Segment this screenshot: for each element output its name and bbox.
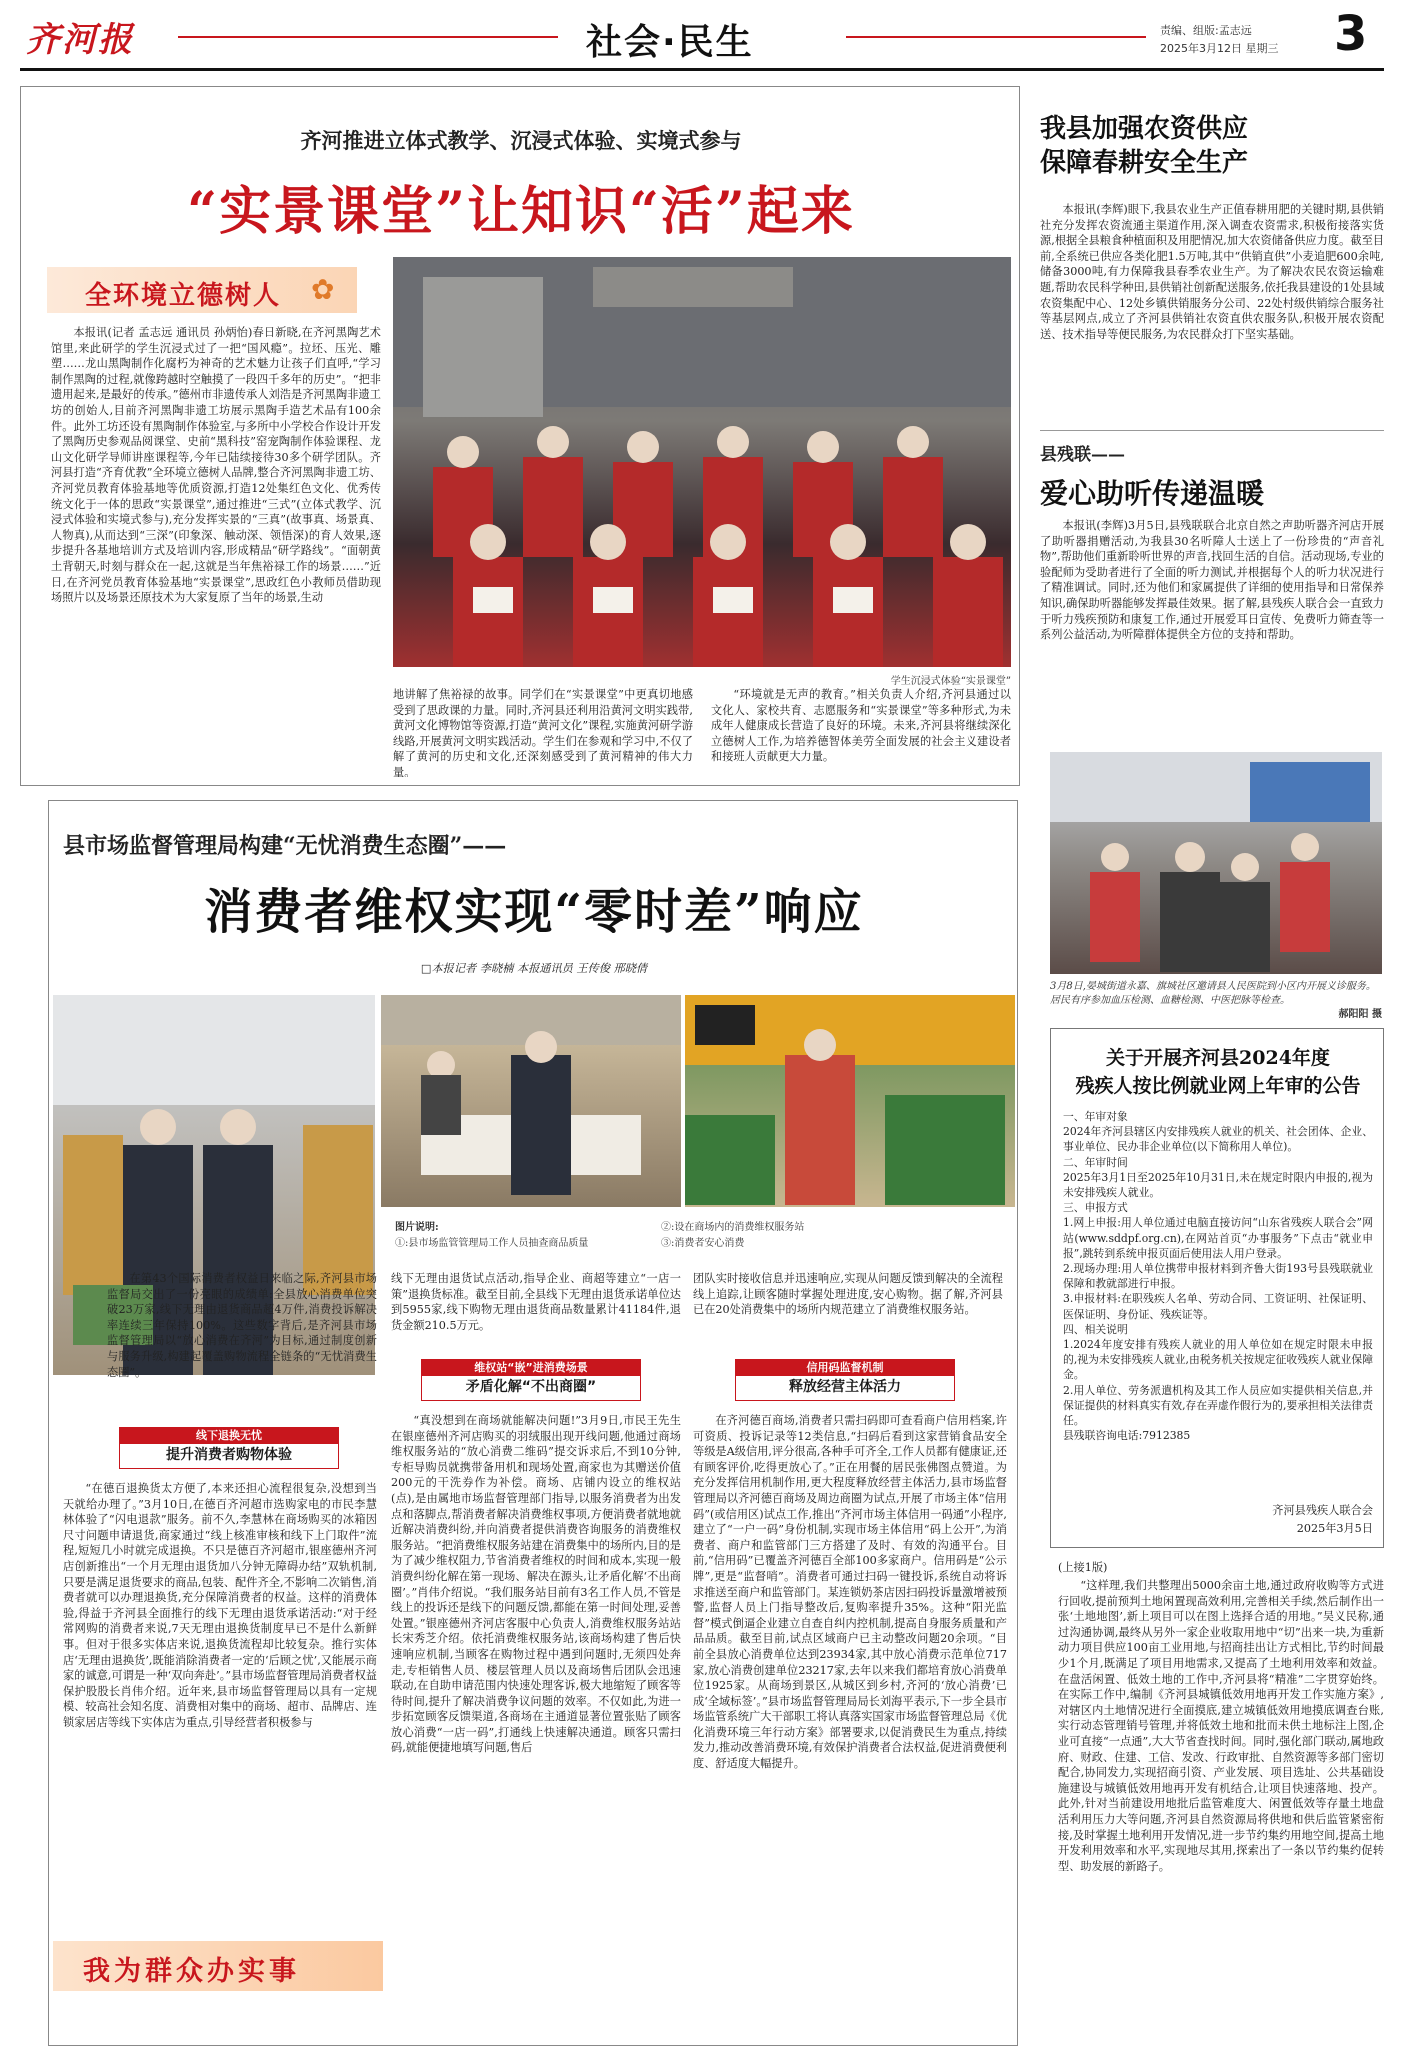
caption-title: 图片说明: <box>395 1222 439 1233</box>
article2-col-a: “在德百退换货太方便了,本来还担心流程很复杂,没想到当天就给办理了。”3月10日,在德百齐河超市选购家电的市民李慧林体验了“闪电退款”服务。前不久,李慧林在商场购买的冰箱因尺寸问题申请退货,商家通过“线上核准审核和线下上门取件”流程,短短几小时就完成退换。不只是德百齐河超市,银座德州齐河店创新推出“一个月无理由退货加八分钟无障碍办结”双轨机制,只要是满足退货要求的商品,包装、配件齐全,不影响二次销售,消费者就可以办理退换货,充分保障消费者的权益。这样的消费体验,得益于齐河县全面推行的线下无理由退货承诺活动:“对于经常网购的消费者来说,7天无理由退换货制度早已不是什么新鲜事。但对于很多实体店来说,退换货流程却比较复杂。推行实体店‘无理由退换货’,既能消除消费者一定的‘后顾之忧’,又能展示商家的诚意,可谓是一种‘双向奔赴’。”县市场监督管理局消费者权益保护股股长肖伟介绍。近年来,县市场监督管理局以具有一定规模、较高社会知名度、消费相对集中的商场、超市、品牌店、连锁家居店等线下实体店为重点,引导经营者积极参与 <box>63 1482 377 1729</box>
subhead-offline-returns-tag: 线下退换无忧 <box>120 1428 338 1444</box>
notice-title-2: 残疾人按比例就业网上年审的公告 <box>1075 1075 1361 1097</box>
masthead-rule-right <box>846 36 1146 38</box>
subhead-offline-returns <box>119 1427 339 1469</box>
article1-col1: 本报讯(记者 孟志远 通讯员 孙炳怡)春日新晓,在齐河黑陶艺术馆里,来此研学的学生沉浸式过了一把“国风瘾”。拉坯、压光、雕塑……龙山黑陶制作化腐朽为神奇的艺术魅力让孩子们直呼,“学习制作黑陶的过程,就像跨越时空触摸了一段四千多年的历史”。“把非遗用起来,是最好的传承。”德州市非遗传承人刘浩是齐河黑陶非遗工坊的创始人,目前齐河黑陶非遗工坊展示黑陶手造艺术品有100余件。此外工坊还设有黑陶制作体验室,与多所中小学校合作设计开发了黑陶历史参观品阅课堂、史前“黑科技”窑宠陶制作体验课程、龙山文化研学导师讲座课程等,今年已陆续接待30多个研学团队。齐河县打造“齐育优教”全环境立德树人品牌,整合齐河黑陶非遗工坊、齐河党员教育体验基地等优质资源,打造12处集红色文化、优秀传统文化于一体的思政“实景课堂”,通过推进“三式”(立体式教学、沉浸式体验和实境式参与),充分发挥实景的“三真”(故事真、场景真、人物真),从而达到“三深”(印象深、触动深、领悟深)的育人效果,逐步提升各基地培训方式及培训内容,形成精品“研学路线”。“面朝黄土背朝天,时刻与群众在一起,这就是当年焦裕禄工作的场景……”近日,在齐河党员教育体验基地“实景课堂”,思政红色小教师员借助现场照片以及场景还原技术为大家复原了当年的场景,生动 <box>51 326 381 605</box>
article2-kicker: 县市场监督管理局构建“无忧消费生态圈”—— <box>63 833 507 859</box>
article2-lead: 在第43个国际消费者权益日来临之际,齐河县市场监督局交出了一份亮眼的成绩单:全县放心消费单位突破23万家,线下无理由退货商品超4万件,消费投诉解决率连续三年保持100%。这些数字背后,是齐河县市场监督管理局以“放心消费在齐河”为目标,通过制度创新与服务升级,构建起覆盖购物流程全链条的“无忧消费生态圈”。 <box>107 1272 377 1379</box>
editor-credit: 责编、组版:孟志远 <box>1160 24 1252 37</box>
article3-headline-2: 保障春耕安全生产 <box>1040 148 1249 178</box>
clinic-illustration <box>1050 752 1382 974</box>
section-title: 社会·民生 <box>586 22 754 63</box>
subhead-offline-returns-title: 提升消费者购物体验 <box>166 1447 292 1463</box>
article3-headline-1: 我县加强农资供应 <box>1040 114 1249 144</box>
article1-col2: 地讲解了焦裕禄的故事。同学们在“实景课堂”中更真切地感受到了思政课的力量。同时,齐河县还利用沿黄河文明实践带,黄河文化博物馆等资源,打造“黄河文化”课程,实施黄河研学游线路,开展黄河文明实践活动。学生们在参观和学习中,不仅了解了黄河的历史和文化,还深刻感受到了黄河精神的伟大力量。 <box>393 688 693 777</box>
photo-safe-shopping <box>685 995 1015 1207</box>
service-station-illustration <box>381 995 681 1207</box>
banner-serve-people-text: 我为群众办实事 <box>83 1956 300 1987</box>
article-farm-supply <box>1040 86 1384 426</box>
subhead-rights-station <box>421 1359 641 1401</box>
banner-text: 全环境立德树人 <box>85 281 282 311</box>
article-real-classroom <box>20 86 1020 786</box>
continued-body: “这样理,我们共整理出5000余亩土地,通过政府收购等方式进行回收,提前预判土地闲置现高效利用,完善相关手续,然后制作出一张‘土地地图’,新上项目可以在图上选择合适的用地。”吴义民称,通过沟通协调,最终从另外一家企业收取用地中“切”出来一块,为重新动力项目供应100亩工业用地,与招商挂出让方式相比,节约时间最少1个月,既满足了项目用地需求,又提高了土地利用效率和效益。在盘活闲置、低效土地的工作中,齐河县将“精准”二字贯穿始终。在实际工作中,编制《齐河县城镇低效用地再开发工作实施方案》,对辖区内土地情况进行全面摸底,建立城镇低效用地摸底调查台账,实行动态管理销号管理,并将低效土地和批而未供土地标注上图,企业可直接“一点通”,大大节省查找时间。同时,强化部门联动,属地政府、财政、住建、工信、发改、行政审批、自然资源等多部门密切配合,协同发力,实现招商引资、产业发展、项目选址、公共基础设施建设与城镇低效用地再开发有机结合,让项目快速落地、投产。此外,针对当前建设用地批后监管难度大、闲置低效等存量土地盘活利用压力大等问题,齐河县自然资源局将供地和供后监管紧密衔接,及时掌握土地利用开发情况,进一步节约集约用地空间,提高土地开发利用效率和水平,实现地尽其用,探索出了一条以节约集约促转型、助发展的新路子。 <box>1058 1579 1384 1873</box>
article2-byline: □本报记者 李晓楠 本报通讯员 王传俊 邢晓倩 <box>420 962 648 975</box>
article2-col-c: 在齐河德百商场,消费者只需扫码即可查看商户信用档案,许可资质、投诉记录等12类信息,“扫码后看到这家营销食品安全等级是A级信用,评分很高,各种手可齐全,工作人员都有健康证,还有顾客评价,吃得更放心了。”正在用餐的居民张佛图点赞道。为充分发挥信用机制作用,更大程度释放经营主体活力,县市场监督管理局以齐河德百商场及周边商圈为试点,开展了市场主体“信用码”(或信用区)试点工作,推出“齐河市场主体信用一码通”小程序,建立了“一户一码”身份机制,实现市场主体信用“码上公开”,为消费者、商户和监管部门三方搭建了及时、有效的沟通平台。目前,“信用码”已覆盖齐河德百全部100多家商户。信用码是“公示牌”,更是“监督哨”。消费者可通过扫码一键投诉,系统自动将诉求推送至商户和监管部门。某连锁奶茶店因扫码投诉量激增被预警,监督人员上门指导整改后,复购率提升35%。这种“阳光监督”模式倒逼企业建立自查自纠内控机制,提高自身服务质量和产品品质。截至目前,试点区域商户已主动整改问题20余项。“目前全县放心消费单位达到23934家,其中放心消费示范单位717家,放心消费创建单位23217家,去年以来我们都培育放心消费单位1925家。从商场到景区,从城区到乡村,齐河的‘放心消费’已成‘全域标签’。”县市场监督管理局局长刘海平表示,下一步全县市场监管系统广大干部职工将认真落实国家市场监督管理总局《优化消费环境三年行动方案》部署要求,以促消费民生为重点,持续发力,推动改善消费环境,有效保护消费者合法权益,促进消费便利度、舒适度大幅提升。 <box>693 1414 1007 1771</box>
newspaper-logo: 齐河报 <box>26 20 134 60</box>
divider-right-1 <box>1040 430 1384 431</box>
safe-shopping-illustration <box>685 995 1015 1207</box>
article3-body: 本报讯(李辉)眼下,我县农业生产正值春耕用肥的关键时期,县供销社充分发挥农资流通主渠道作用,深入调查农资需求,积极衔接落实货源,根据全县粮食种植面积及用肥情况,加大农资储备供应力度。截至目前,全系统已供应各类化肥1.5万吨,其中“供销直供”小麦追肥600余吨,储备3000吨,有力保障我县春季农业生产。为了解决农民农资运输难题,帮助农民科学种田,县供销社创新配送服务,依托我县建设的1处县域农资集配中心、12处乡镇供销服务分公司、22处村级供销综合服务社等基层网点,成立了齐河县供销社农资直供农服务队,积极开展农资配送、技术指导等便民服务,为农民群众打下坚实基础。 <box>1040 203 1384 341</box>
article-hearing-aid <box>1040 436 1384 736</box>
article2-lead-2: 线下无理由退货试点活动,指导企业、商超等建立“一店一策”退换货标准。截至目前,全县线下无理由退货承诺单位达到5955家,线下购物无理由退货商品数量累计41184件,退货金额210.5万元。 <box>391 1272 681 1332</box>
photo-service-station <box>381 995 681 1207</box>
flower-icon: ✿ <box>311 273 335 306</box>
subhead-rights-station-title: 矛盾化解“不出商圈” <box>465 1379 597 1395</box>
article2-col-b: “真没想到在商场就能解决问题!”3月9日,市民王先生在银座德州齐河店购买的羽绒服出现开线问题,他通过商场维权服务站的“放心消费二维码”提交诉求后,不到10分钟,专柜导购员就携带备用机和现场处置,商家也为其赠送价值200元的干洗券作为补偿。商场、店铺内设立的维权站(点),是由属地市场监督管理部门指导,以服务消费者为出发点和落脚点,帮消费者解决消费维权事项,方便消费者就地就近解决消费纠纷,并向消费者提供消费咨询服务的消费维权服务站。“把消费维权服务站建在消费集中的场所内,目的是为了减少维权阻力,节省消费者维权的时间和成本,实现一般消费纠纷化解在第一现场、解决在源头,让矛盾化解‘不出商圈’。”肖伟介绍说。“我们服务站目前有3名工作人员,不管是线上的投诉还是线下的问题反馈,都能在第一时间处理,妥善处置。”银座德州齐河店客服中心负责人,消费维权服务站站长宋秀芝介绍。依托消费维权服务站,该商场构建了售后快速响应机制,当顾客在购物过程中遇到问题时,无须四处奔走,专柜销售人员、楼层管理人员以及商场售后团队会迅速联动,在自助申请范围内快速处理客诉,极大地缩短了顾客等待时间,提升了解决消费争议问题的效率。不仅如此,为进一步拓宽顾客反馈渠道,各商场在主通道显著位置张贴了顾客放心消费“一店一码”,打通线上快速解决通道。顾客只需扫码,就能便捷地填写问题,售后 <box>391 1414 681 1755</box>
issue-date: 2025年3月12日 星期三 <box>1160 42 1279 55</box>
photo-clinic-caption: 3月8日,晏城街道永嘉、旗城社区邀请县人民医院到小区内开展义诊服务。居民有序参加血压检测、血糖检测、中医把脉等检查。 <box>1050 981 1376 1006</box>
notice-title-1: 关于开展齐河县2024年度 <box>1106 1047 1330 1069</box>
photo-classroom <box>393 257 1011 667</box>
notice-box <box>1050 1028 1384 1548</box>
page-number: 3 <box>1334 6 1368 62</box>
classroom-illustration <box>393 257 1011 667</box>
article4-body: 本报讯(李辉)3月5日,县残联联合北京自然之声助听器齐河店开展了助听器捐赠活动,为我县30名听障人士送上了一份珍贵的“声音礼物”,帮助他们重新聆听世界的声音,找回生活的自信。活动现场,专业的验配师为受助者进行了全面的听力测试,并根据每个人的听力状况进行了精准调试。同时,还为他们和家属提供了详细的使用指导和日常保养知识,确保助听器能够发挥最佳效果。据了解,县残疾人联合会一直致力于听力残疾预防和康复工作,通过开展爱耳日宣传、免费听力筛查等一系列公益活动,为听障群体提供全方位的支持和帮助。 <box>1040 519 1384 642</box>
article1-col3: “环境就是无声的教育。”相关负责人介绍,齐河县通过以文化人、家校共育、志愿服务和“实景课堂”等多种形式,为未成年人健康成长营造了良好的环境。未来,齐河县将继续深化立德树人工作,为培养德智体美劳全面发展的社会主义建设者和接班人贡献更大力量。 <box>711 688 1011 764</box>
masthead-rule-left <box>178 36 558 38</box>
notice-body: 一、年审对象 2024年齐河县辖区内安排残疾人就业的机关、社会团体、企业、事业单位、民办非企业单位(以下简称用人单位)。 二、年审时间 2025年3月1日至2025年10月31日,未在规定时限内申报的,视为未安排残疾人就业。 三、申报方式 1.网上申报:用人单位通过电脑直接访问“山东省残疾人联合会”网站(www.sddpf.org.cn),在网站首页“办事服务”下点击“就业申报”,跳转到系统申报页面后使用法人用户登录。 2.现场办理:用人单位携带申报材料到齐鲁大街193号县残联就业保障和教就部进行申报。 3.申报材料:在职残疾人名单、劳动合同、工资证明、社保证明、医保证明、身份证、残疾证等。 四、相关说明 1.2024年度安排有残疾人就业的用人单位如在规定时限未申报的,视为未安排残疾人就业,由税务机关按规定征收残疾人就业保障金。 2.用人单位、劳务派遣机构及其工作人员应如实提供相关信息,并保证提供的材料真实有效,存在弄虚作假行为的,要承担相关法律责任。 县残联咨询电话:7912385 <box>1063 1110 1373 1443</box>
banner-moral-education <box>47 267 357 313</box>
masthead-bottom-rule <box>20 68 1384 71</box>
masthead <box>0 0 1404 70</box>
caption-1: ①:县市场监管管理局工作人员抽查商品质量 <box>395 1238 589 1249</box>
photo-clinic <box>1050 752 1382 974</box>
article4-headline: 爱心助听传递温暖 <box>1040 477 1265 510</box>
continued-article <box>1050 1560 1384 2040</box>
photo-clinic-credit: 郝阳阳 摄 <box>1338 1009 1382 1020</box>
photo-classroom-caption: 学生沉浸式体验“实景课堂” <box>890 676 1011 687</box>
article-consumer-rights <box>48 800 1018 2046</box>
article1-headline: “实景课堂”让知识“活”起来 <box>187 181 855 242</box>
notice-date: 2025年3月5日 <box>1296 1522 1373 1535</box>
notice-signature: 齐河县残疾人联合会 <box>1272 1504 1373 1517</box>
continued-label: (上接1版) <box>1058 1561 1108 1574</box>
article2-headline: 消费者维权实现“零时差”响应 <box>204 884 864 940</box>
caption-2: ②:设在商场内的消费维权服务站 <box>661 1222 805 1233</box>
subhead-credit-code-title: 释放经营主体活力 <box>789 1379 901 1395</box>
article2-lead-3: 团队实时接收信息并迅速响应,实现从问题反馈到解决的全流程线上追踪,让顾客随时掌握处理进度,安心购物。据了解,齐河县已在20处消费集中的场所内规范建立了消费维权服务站。 <box>693 1272 1003 1317</box>
subhead-rights-station-tag: 维权站“嵌”进消费场景 <box>422 1360 640 1376</box>
subhead-credit-code-tag: 信用码监督机制 <box>736 1360 954 1376</box>
subhead-credit-code <box>735 1359 955 1401</box>
article4-kicker: 县残联—— <box>1040 445 1125 465</box>
article1-kicker: 齐河推进立体式教学、沉浸式体验、实境式参与 <box>300 128 742 153</box>
banner-serve-people <box>53 1941 383 1991</box>
caption-3: ③:消费者安心消费 <box>661 1238 745 1249</box>
